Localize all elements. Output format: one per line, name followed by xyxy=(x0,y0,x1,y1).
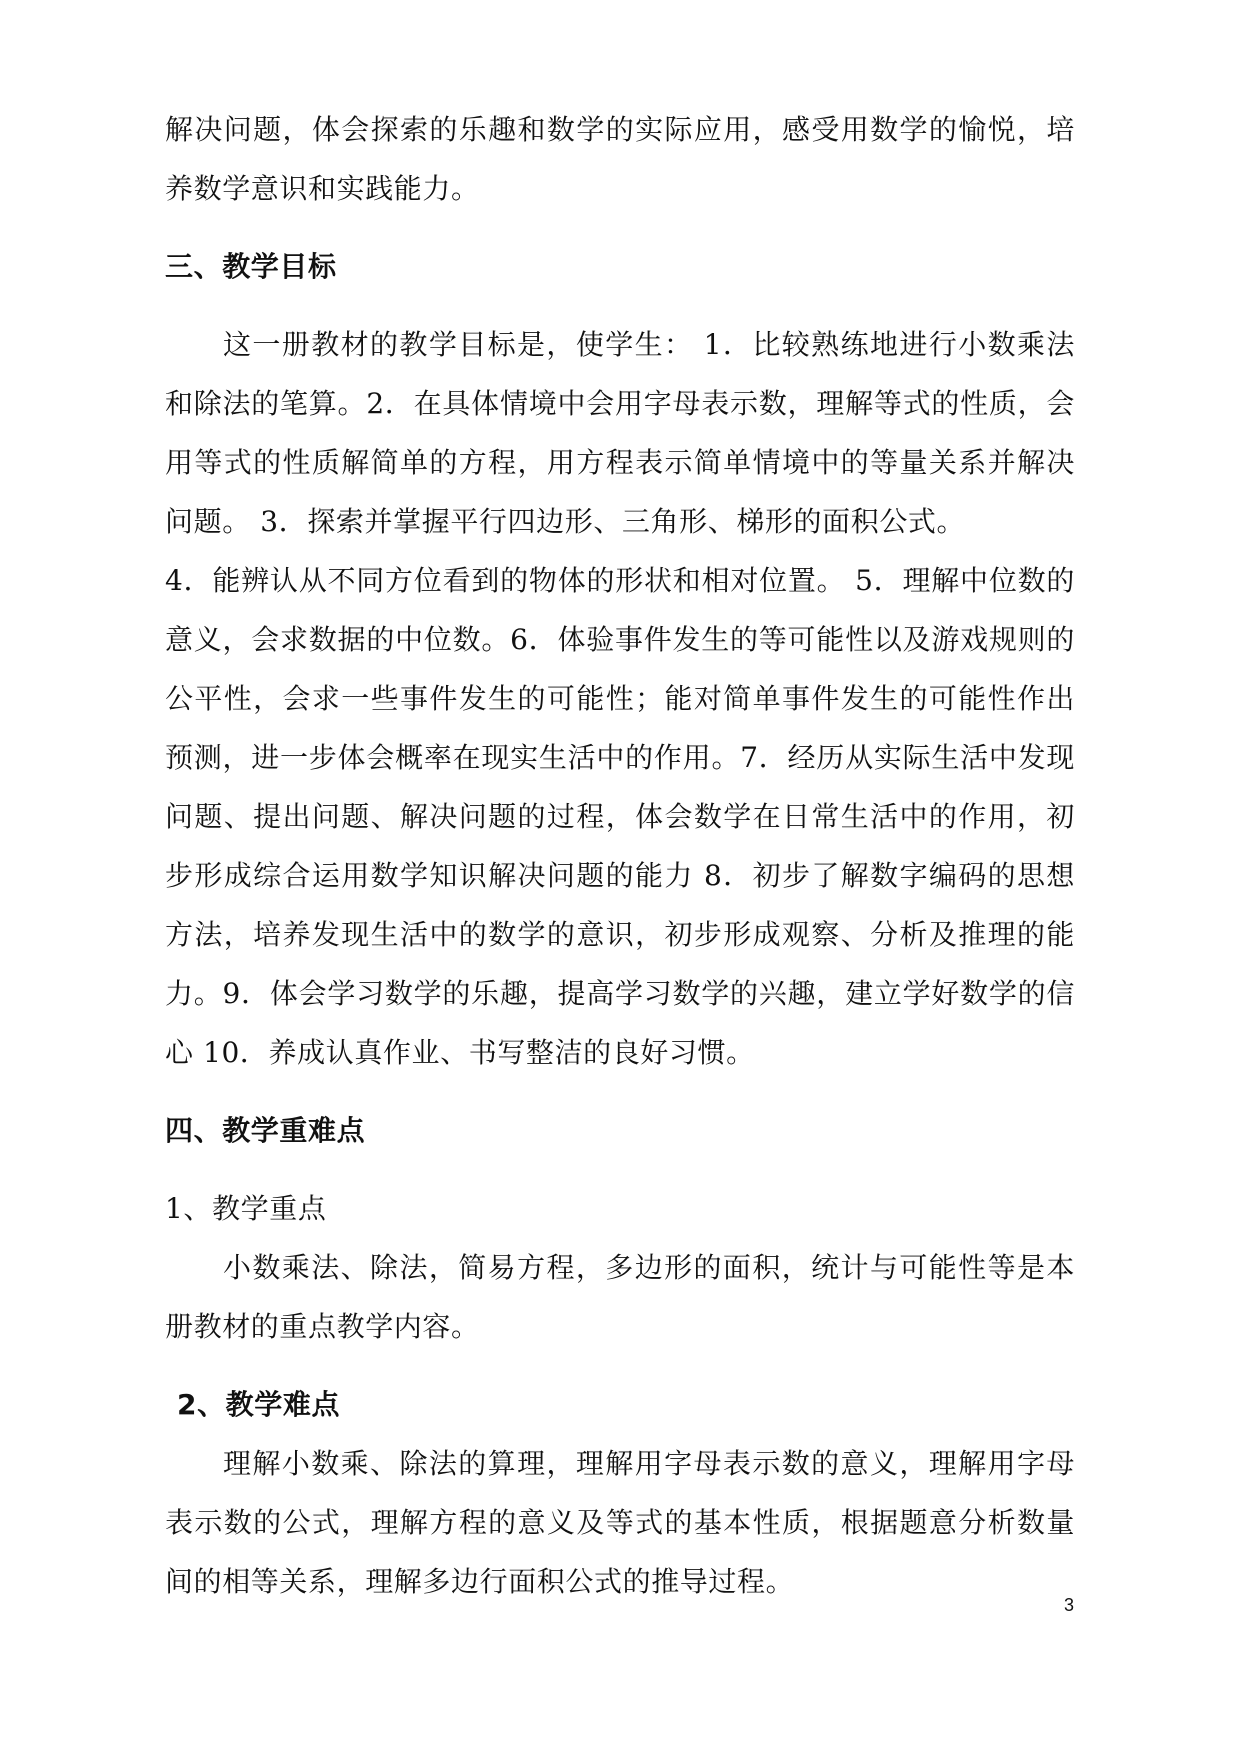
section-heading-teaching-goals: 三、教学目标 xyxy=(165,250,337,283)
page-content xyxy=(165,100,1075,1611)
key-points-paragraph: 小数乘法、除法，简易方程，多边形的面积，统计与可能性等是本册教材的重点教学内容。 xyxy=(165,1251,1075,1343)
continued-paragraph: 解决问题，体会探索的乐趣和数学的实际应用，感受用数学的愉悦，培养数学意识和实践能力。 xyxy=(165,113,1075,205)
teaching-goals-paragraph-continued: 4．能辨认从不同方位看到的物体的形状和相对位置。 5．理解中位数的意义，会求数据的中位数。6．体验事件发生的等可能性以及游戏规则的公平性，会求一些事件发生的可能性；能对简单事件发生的可能性作出预测，进一步体会概率在现实生活中的作用。7．经历从实际生活中发现问题、提出问题、解决问题的过程，体会数学在日常生活中的作用，初步形成综合运用数学知识解决问题的能力 8．初步了解数字编码的思想方法，培养发现生活中的数学的意识，初步形成观察、分析及推理的能力。9．体会学习数学的乐趣，提高学习数学的兴趣，建立学好数学的信心 10．养成认真作业、书写整洁的良好习惯。 xyxy=(165,564,1075,1069)
page-number: 3 xyxy=(1064,1595,1075,1615)
subheading-difficult-points: 2、教学难点 xyxy=(177,1388,341,1421)
teaching-goals-paragraph: 这一册教材的教学目标是，使学生： 1．比较熟练地进行小数乘法和除法的笔算。2．在具体情境中会用字母表示数，理解等式的性质，会用等式的性质解简单的方程，用方程表示简单情境中的等量关系并解决问题。 3．探索并掌握平行四边形、三角形、梯形的面积公式。 xyxy=(165,328,1075,538)
difficult-points-paragraph: 理解小数乘、除法的算理，理解用字母表示数的意义，理解用字母表示数的公式，理解方程的意义及等式的基本性质，根据题意分析数量间的相等关系，理解多边行面积公式的推导过程。 xyxy=(165,1447,1075,1598)
subheading-key-points: 1、教学重点 xyxy=(165,1192,327,1225)
section-heading-key-difficult-points: 四、教学重难点 xyxy=(165,1114,366,1147)
